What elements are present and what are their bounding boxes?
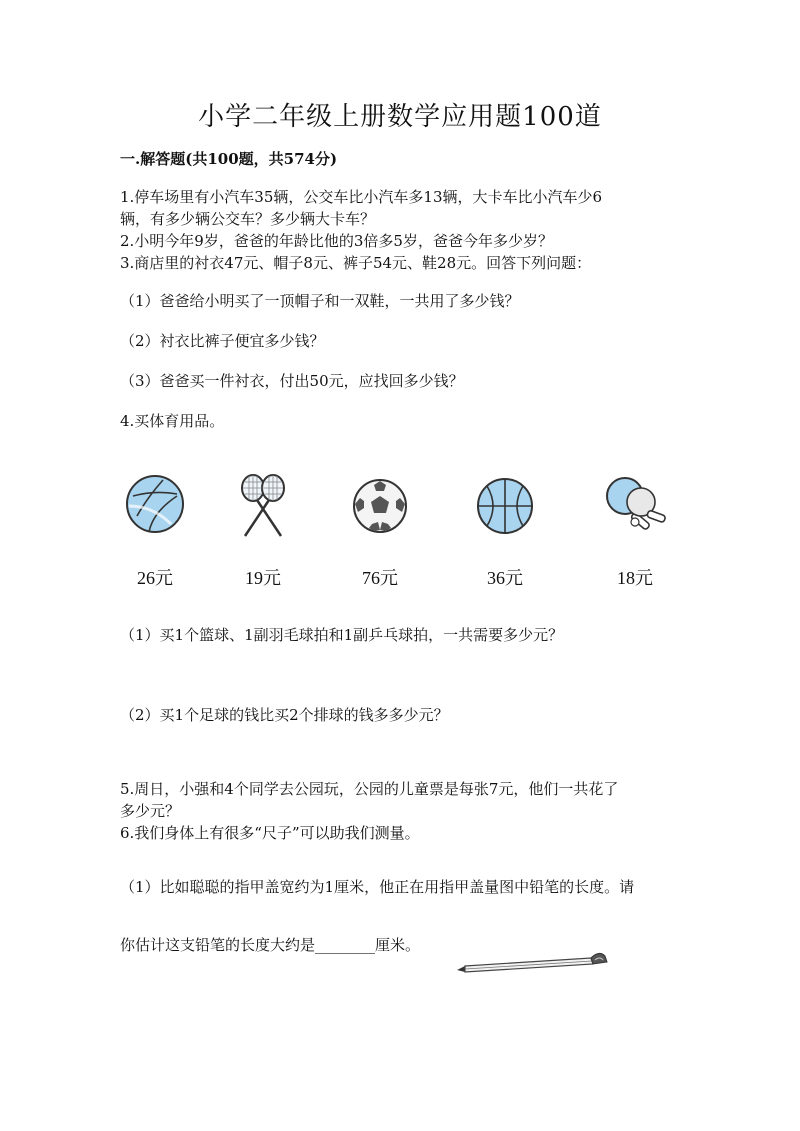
- item-volleyball: [110, 472, 200, 588]
- question-4: 4.买体育用品。: [120, 412, 225, 430]
- question-5-line-2: 多少元？: [120, 802, 181, 820]
- question-1-line-2: 辆，有多少辆公交车？多少辆大卡车？: [120, 210, 376, 228]
- item-badminton: [218, 472, 308, 588]
- price-basketball: 36元: [487, 568, 523, 588]
- question-6: 6.我们身体上有很多“尺子”可以助我们测量。: [120, 824, 420, 842]
- question-4-sub-2: （2）买1个足球的钱比买2个排球的钱多多少元？: [120, 706, 449, 724]
- basketball-icon: [473, 472, 537, 536]
- item-basketball: [460, 472, 550, 588]
- ping-pong-paddles-icon: [599, 472, 671, 536]
- item-ping-pong: [590, 472, 680, 588]
- question-4-sub-1: （1）买1个篮球、1副羽毛球拍和1副乒乓球拍，一共需要多少元？: [120, 626, 564, 644]
- question-2: 2.小明今年9岁，爸爸的年龄比他的3倍多5岁，爸爸今年多少岁？: [120, 232, 553, 250]
- page-title: 小学二年级上册数学应用题100道: [198, 102, 602, 132]
- item-soccer: [335, 472, 425, 588]
- price-ping-pong: 18元: [617, 568, 653, 588]
- question-3-sub-2: （2）衬衣比裤子便宜多少钱？: [120, 332, 325, 350]
- question-3-sub-1: （1）爸爸给小明买了一顶帽子和一双鞋，一共用了多少钱？: [120, 292, 520, 310]
- question-5-line-1: 5.周日，小强和4个同学去公园玩，公园的儿童票是每张7元，他们一共花了: [120, 780, 619, 798]
- pencil-illustration: [455, 948, 615, 978]
- question-1-line-1: 1.停车场里有小汽车35辆，公交车比小汽车多13辆，大卡车比小汽车少6: [120, 188, 603, 206]
- section-heading: 一.解答题(共100题，共574分): [120, 150, 338, 168]
- sports-items-figure: [120, 472, 680, 592]
- price-soccer: 76元: [362, 568, 398, 588]
- badminton-rackets-icon: [231, 472, 295, 542]
- price-badminton: 19元: [245, 568, 281, 588]
- soccer-ball-icon: [348, 472, 412, 536]
- price-volleyball: 26元: [137, 568, 173, 588]
- question-6-sub-1: （1）比如聪聪的指甲盖宽约为1厘米，他正在用指甲盖量图中铅笔的长度。请: [120, 878, 635, 896]
- volleyball-icon: [123, 472, 187, 536]
- question-3-sub-3: （3）爸爸买一件衬衣，付出50元，应找回多少钱？: [120, 372, 464, 390]
- question-3: 3.商店里的衬衣47元、帽子8元、裤子54元、鞋28元。回答下列问题：: [120, 254, 592, 272]
- question-6-sub-1-line-2: 你估计这支铅笔的长度大约是________厘米。: [120, 936, 421, 954]
